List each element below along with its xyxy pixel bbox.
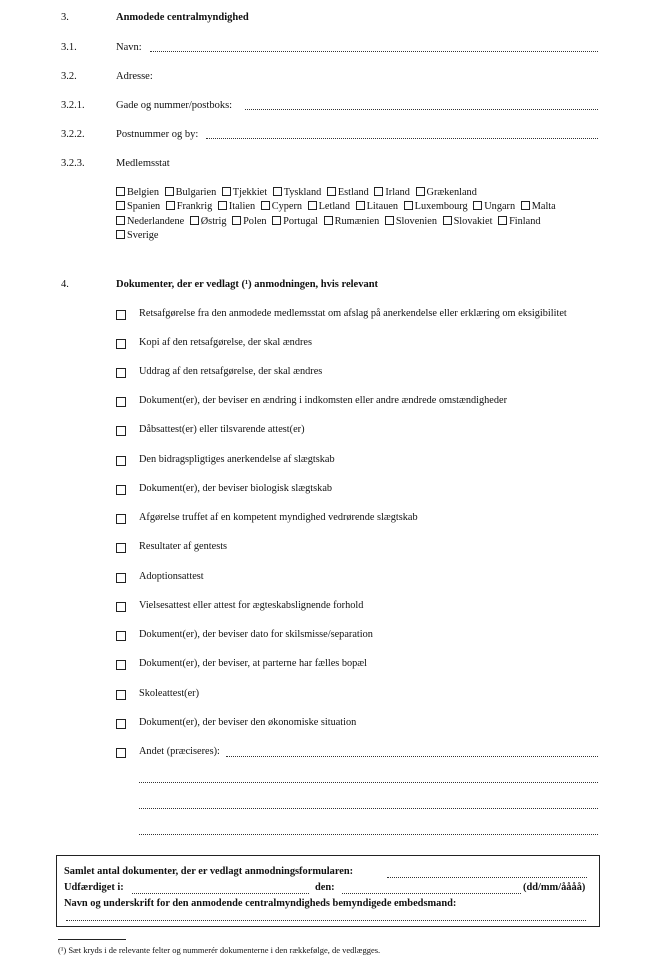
member-state-option[interactable]: Irland — [374, 186, 410, 200]
street-label: Gade og nummer/postboks: — [116, 100, 233, 111]
checkbox-icon[interactable] — [443, 216, 452, 225]
date-format-hint: (dd/mm/åååå) — [523, 882, 586, 893]
section-4-number: 4. — [61, 279, 69, 290]
checkbox-icon[interactable] — [116, 690, 126, 700]
checkbox-icon[interactable] — [116, 426, 126, 436]
member-state-option[interactable]: Spanien — [116, 200, 160, 214]
member-state-option[interactable]: Frankrig — [166, 200, 212, 214]
field-3-1-number: 3.1. — [61, 42, 77, 53]
section-3-number: 3. — [61, 12, 69, 23]
field-3-2-number: 3.2. — [61, 71, 77, 82]
checkbox-icon[interactable] — [116, 485, 126, 495]
checkbox-icon[interactable] — [116, 631, 126, 641]
checkbox-icon[interactable] — [356, 201, 365, 210]
checkbox-icon[interactable] — [273, 187, 282, 196]
checkbox-icon[interactable] — [272, 216, 281, 225]
checkbox-icon[interactable] — [116, 339, 126, 349]
checkbox-icon[interactable] — [374, 187, 383, 196]
other-input-line[interactable] — [226, 756, 598, 757]
checkbox-icon[interactable] — [232, 216, 241, 225]
checkbox-icon[interactable] — [218, 201, 227, 210]
checkbox-icon[interactable] — [116, 660, 126, 670]
checkbox-icon[interactable] — [116, 514, 126, 524]
member-state-label: Medlemsstat — [116, 158, 170, 169]
checkbox-icon[interactable] — [116, 602, 126, 612]
member-state-option[interactable]: Italien — [218, 200, 255, 214]
checkbox-icon[interactable] — [116, 543, 126, 553]
checkbox-icon[interactable] — [324, 216, 333, 225]
member-state-option[interactable]: Slovenien — [385, 215, 437, 229]
member-state-checkbox-group — [116, 186, 606, 243]
checkbox-icon[interactable] — [473, 201, 482, 210]
member-state-option[interactable]: Rumænien — [324, 215, 380, 229]
member-state-option[interactable]: Grækenland — [416, 186, 477, 200]
member-state-option[interactable]: Nederlandene — [116, 215, 184, 229]
issued-at-label: Udfærdiget i: — [64, 882, 124, 893]
checkbox-icon[interactable] — [308, 201, 317, 210]
checkbox-icon[interactable] — [261, 201, 270, 210]
name-label: Navn: — [116, 42, 142, 53]
checkbox-icon[interactable] — [385, 216, 394, 225]
checkbox-icon[interactable] — [116, 201, 125, 210]
member-state-option[interactable]: Sverige — [116, 229, 158, 243]
checkbox-icon[interactable] — [116, 397, 126, 407]
checkbox-icon[interactable] — [498, 216, 507, 225]
postal-input-line[interactable] — [206, 138, 598, 139]
checkbox-icon[interactable] — [165, 187, 174, 196]
field-3-2-2-number: 3.2.2. — [61, 129, 85, 140]
member-state-option[interactable]: Polen — [232, 215, 266, 229]
checkbox-icon[interactable] — [521, 201, 530, 210]
checkbox-icon[interactable] — [116, 310, 126, 320]
checkbox-icon[interactable] — [116, 187, 125, 196]
member-state-option[interactable]: Malta — [521, 200, 556, 214]
footnote: (¹) Sæt kryds i de relevante felter og nummerér dokumenterne i den rækkefølge, de vedlægges. — [58, 945, 381, 955]
field-3-2-1-number: 3.2.1. — [61, 100, 85, 111]
member-state-option[interactable]: Bulgarien — [165, 186, 217, 200]
address-label: Adresse: — [116, 71, 153, 82]
member-state-option[interactable]: Estland — [327, 186, 369, 200]
street-input-line[interactable] — [245, 109, 598, 110]
member-state-option[interactable]: Litauen — [356, 200, 398, 214]
other-input-line[interactable] — [139, 834, 598, 835]
member-state-option[interactable]: Tyskland — [273, 186, 322, 200]
checkbox-icon[interactable] — [116, 230, 125, 239]
footnote-divider — [58, 939, 126, 940]
checkbox-icon[interactable] — [116, 368, 126, 378]
total-documents-input-line[interactable] — [387, 877, 587, 878]
issued-at-input-line[interactable] — [132, 893, 309, 894]
checkbox-icon[interactable] — [116, 748, 126, 758]
checkbox-icon[interactable] — [404, 201, 413, 210]
member-state-option[interactable]: Tjekkiet — [222, 186, 267, 200]
checkbox-icon[interactable] — [166, 201, 175, 210]
checkbox-icon[interactable] — [327, 187, 336, 196]
summary-box — [56, 855, 600, 927]
checkbox-icon[interactable] — [190, 216, 199, 225]
checkbox-icon[interactable] — [116, 216, 125, 225]
member-state-option[interactable]: Finland — [498, 215, 540, 229]
member-state-option[interactable]: Østrig — [190, 215, 227, 229]
date-input-line[interactable] — [342, 893, 521, 894]
other-input-line[interactable] — [139, 808, 598, 809]
checkbox-icon[interactable] — [416, 187, 425, 196]
total-documents-label: Samlet antal dokumenter, der er vedlagt anmodningsformularen: — [64, 866, 354, 877]
member-state-option[interactable]: Luxembourg — [404, 200, 468, 214]
member-state-option[interactable]: Belgien — [116, 186, 159, 200]
member-state-option[interactable]: Letland — [308, 200, 350, 214]
name-input-line[interactable] — [150, 51, 598, 52]
signature-label: Navn og underskrift for den anmodende centralmyndigheds bemyndigede embedsmand: — [64, 898, 457, 909]
checkbox-icon[interactable] — [116, 456, 126, 466]
checkbox-icon[interactable] — [116, 573, 126, 583]
section-4-title: Dokumenter, der er vedlagt (¹) anmodningen, hvis relevant — [116, 279, 379, 290]
field-3-2-3-number: 3.2.3. — [61, 158, 85, 169]
signature-input-line[interactable] — [66, 920, 586, 921]
member-state-option[interactable]: Ungarn — [473, 200, 515, 214]
member-state-option[interactable]: Cypern — [261, 200, 302, 214]
checkbox-icon[interactable] — [222, 187, 231, 196]
postal-label: Postnummer og by: — [116, 129, 199, 140]
member-state-option[interactable]: Slovakiet — [443, 215, 493, 229]
checkbox-icon[interactable] — [116, 719, 126, 729]
other-input-line[interactable] — [139, 782, 598, 783]
section-3-title: Anmodede centralmyndighed — [116, 12, 249, 23]
member-state-option[interactable]: Portugal — [272, 215, 318, 229]
date-label: den: — [315, 882, 335, 893]
